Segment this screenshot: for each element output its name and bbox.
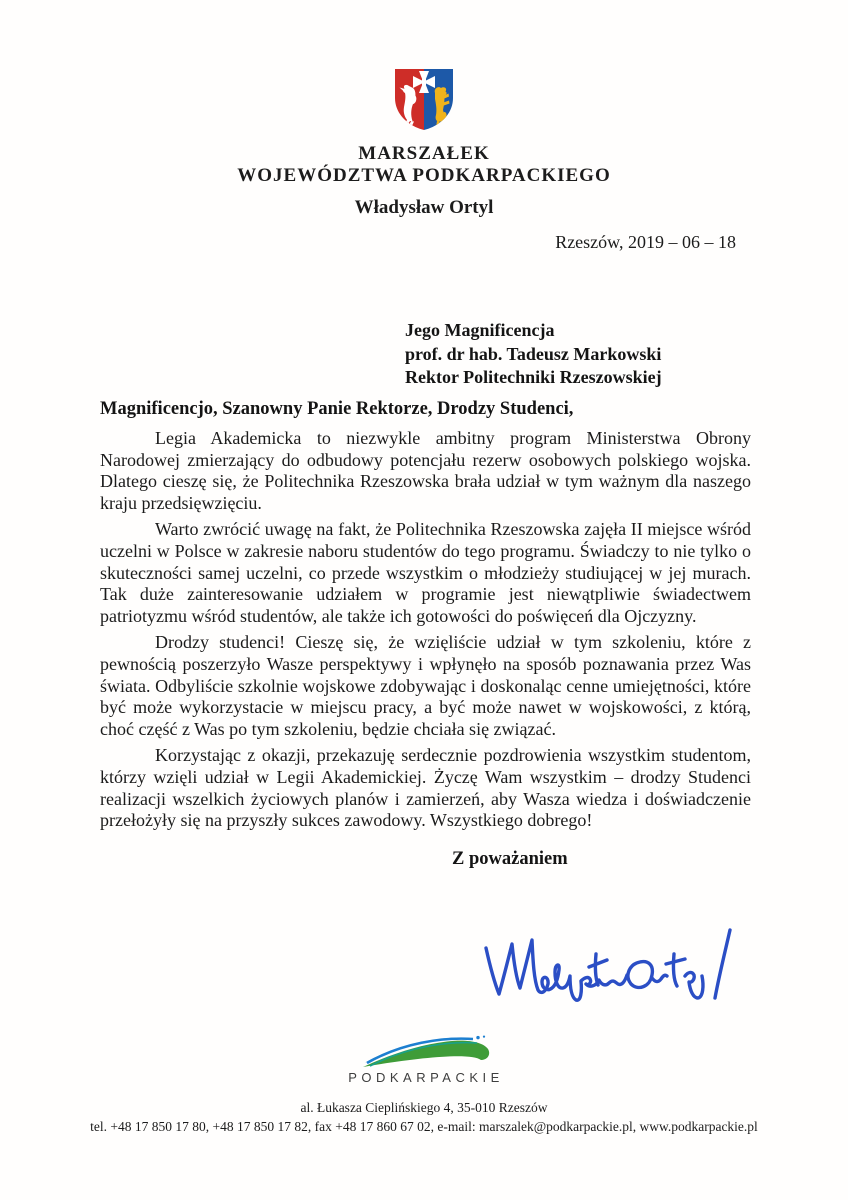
date-line: Rzeszów, 2019 – 06 – 18 [555,232,736,252]
addressee-line: prof. dr hab. Tadeusz Markowski [405,343,662,364]
letterhead [0,143,848,219]
paragraph-4: Korzystając z okazji, przekazuję serdecznie pozdrowienia wszystkim studentom, którzy wzięli udział w Legii Akademickiej. Życzę Wam wszystkim – drodzy Studenci realizacji wszelkich życiowych planów i zamierzeń, aby Wasza wiedza i doświadczenie przełożyły się na przyszły sukces zawodowy. Wszystkiego dobrego! [100,745,751,831]
logo-wordmark: PODKARPACKIE [348,1070,504,1085]
paragraph-3: Drodzy studenci! Cieszę się, że wzięliście udział w tym szkoleniu, które z pewnością poszerzyło Wasze perspektywy i wpłynęło na sposób poznawania przez Was świata. Odbyliście szkolnie wojskowe zdobywając i doskonaląc cenne umiejętności, które być może wykorzystacie w miejscu pracy, a być może nawet w wojskowości, z którą, choć część z Was po tym szkoleniu, będzie chciała się związać. [100,632,751,740]
podkarpackie-logo [0,1035,848,1085]
addressee-block [405,319,662,390]
footer-address: al. Łukasza Cieplińskiego 4, 35-010 Rzeszów [300,1100,548,1115]
letter-body [100,428,751,837]
letterhead-title-line1: MARSZAŁEK [358,143,490,164]
letterhead-title-line2: WOJEWÓDZTWA PODKARPACKIEGO [237,165,611,186]
salutation: Magnificencjo, Szanowny Panie Rektorze, Drodzy Studenci, [100,399,574,419]
coat-of-arms-icon [393,66,455,134]
addressee-line: Rektor Politechniki Rzeszowskiej [405,367,662,387]
letterhead-name: Władysław Ortyl [354,197,494,218]
paragraph-1: Legia Akademicka to niezwykle ambitny program Ministerstwa Obrony Narodowej zmierzający do odbudowy potencjału rezerw osobowych polskiego wojska. Dlatego cieszę się, że Politechnika Rzeszowska brała udział w tym ważnym dla naszego kraju przedsięwzięciu. [100,428,751,514]
paragraph-2: Warto zwrócić uwagę na fakt, że Politechnika Rzeszowska zajęła II miejsce wśród uczelni w Polsce w zakresie naboru studentów do tego programu. Świadczy to nie tylko o skuteczności samej uczelni, co przede wszystkim o młodzieży studiującej w jej murach. Tak duże zainteresowanie udziałem w programie jest niewątpliwie świadectwem patriotyzmu wśród studentów, ale także ich gotowości do poświęceń dla Ojczyzny. [100,519,751,627]
footer-contact: tel. +48 17 850 17 80, +48 17 850 17 82, fax +48 17 860 67 02, e-mail: marszalek@podkarpackie.pl, www.podkarpackie.pl [90,1118,758,1134]
signature-handwriting-icon [468,918,748,1013]
closing-phrase: Z poważaniem [452,849,568,869]
logo-swoosh-icon [357,1035,491,1069]
footer [0,1099,848,1136]
addressee-line: Jego Magnificencja [405,320,555,340]
